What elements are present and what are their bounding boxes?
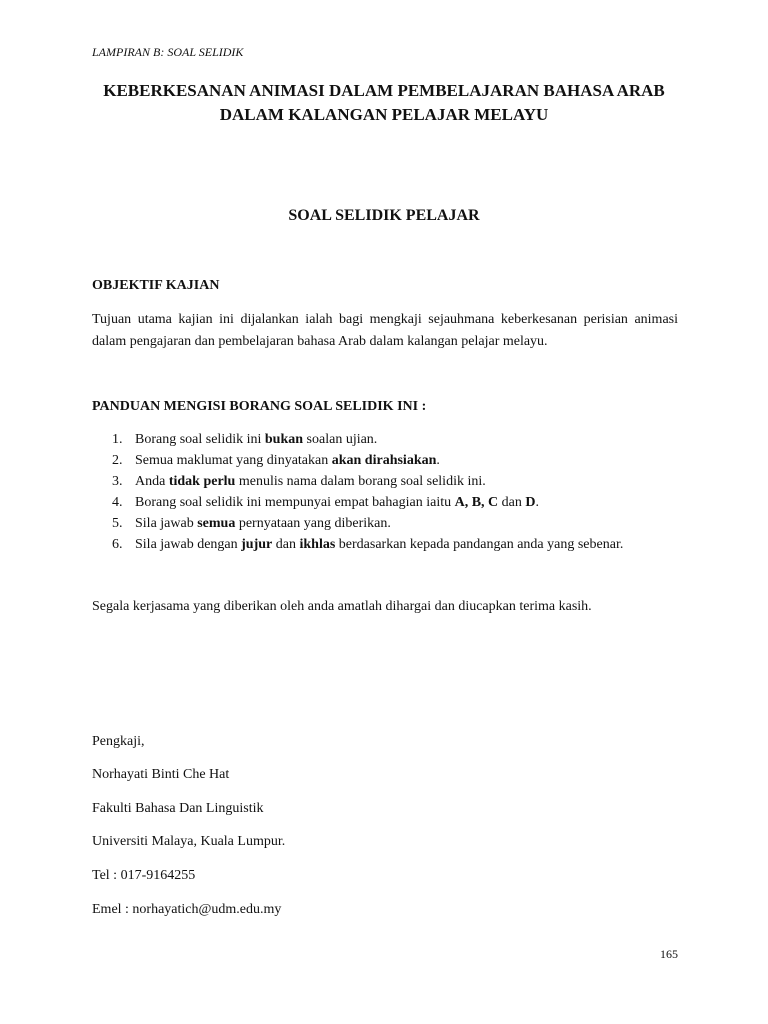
guide-item-text: dan [272,537,300,552]
guide-item-text: pernyataan yang diberikan. [235,516,391,531]
researcher-phone: Tel : 017-9164255 [92,868,196,883]
guide-item-number: 2. [112,453,123,468]
guide-list [92,429,692,555]
page-number: 165 [660,947,678,961]
guide-item-text: Borang soal selidik ini mempunyai empat bahagian iaitu [135,495,455,510]
guide-item [92,492,692,513]
objective-heading: OBJEKTIF KAJIAN [92,278,220,293]
page-header: LAMPIRAN B: SOAL SELIDIK [92,45,244,59]
guide-item-number: 3. [112,474,123,489]
guide-item-number: 1. [112,432,123,447]
researcher-label: Pengkaji, [92,734,145,749]
guide-item-emphasis: akan dirahsiakan [331,453,437,468]
title-line-1: KEBERKESANAN ANIMASI DALAM PEMBELAJARAN BAHASA ARAB [103,81,665,100]
guide-item-emphasis: tidak perlu [168,474,236,489]
guide-item-text: Sila jawab dengan [135,537,242,552]
document-subtitle: SOAL SELIDIK PELAJAR [288,207,480,224]
guide-item-emphasis: ikhlas [299,537,336,552]
guide-item-text: . [436,453,440,468]
guide-item-text: Borang soal selidik ini [135,432,265,447]
researcher-faculty: Fakulti Bahasa Dan Linguistik [92,801,264,816]
guide-item-text: soalan ujian. [303,432,378,447]
guide-item-text: berdasarkan kepada pandangan anda yang sebenar. [335,537,624,552]
guide-item-emphasis: D [525,495,536,510]
guide-item-emphasis: semua [197,516,236,531]
guide-item-text: Semua maklumat yang dinyatakan [135,453,332,468]
guide-item-emphasis: A, B, C [454,495,499,510]
researcher-email: Emel : norhayatich@udm.edu.my [92,902,282,917]
document-title [60,79,708,127]
thanks-text: Segala kerjasama yang diberikan oleh anda amatlah dihargai dan diucapkan terima kasih. [92,599,592,614]
guide-item-text: menulis nama dalam borang soal selidik ini. [235,474,486,489]
guide-item-number: 5. [112,516,123,531]
title-line-2: DALAM KALANGAN PELAJAR MELAYU [219,105,549,124]
guide-item-text: dan [498,495,526,510]
guide-item-number: 4. [112,495,123,510]
guide-item [92,513,692,534]
guide-item-text: . [535,495,539,510]
guide-item-emphasis: bukan [264,432,304,447]
guide-item-emphasis: jujur [241,537,273,552]
researcher-name: Norhayati Binti Che Hat [92,767,230,782]
guide-item-text: Anda [135,474,169,489]
researcher-university: Universiti Malaya, Kuala Lumpur. [92,834,286,849]
guide-item [92,450,692,471]
guide-item [92,471,692,492]
objective-text: Tujuan utama kajian ini dijalankan ialah bagi mengkaji sejauhmana keberkesanan perisian animasi dalam pengajaran dan pembelajaran bahasa Arab dalam kalangan pelajar melayu. [92,312,678,349]
guide-item-text: Sila jawab [135,516,198,531]
guide-heading: PANDUAN MENGISI BORANG SOAL SELIDIK INI : [92,399,427,414]
guide-item [92,429,692,450]
guide-item [92,534,692,555]
guide-item-number: 6. [112,537,123,552]
